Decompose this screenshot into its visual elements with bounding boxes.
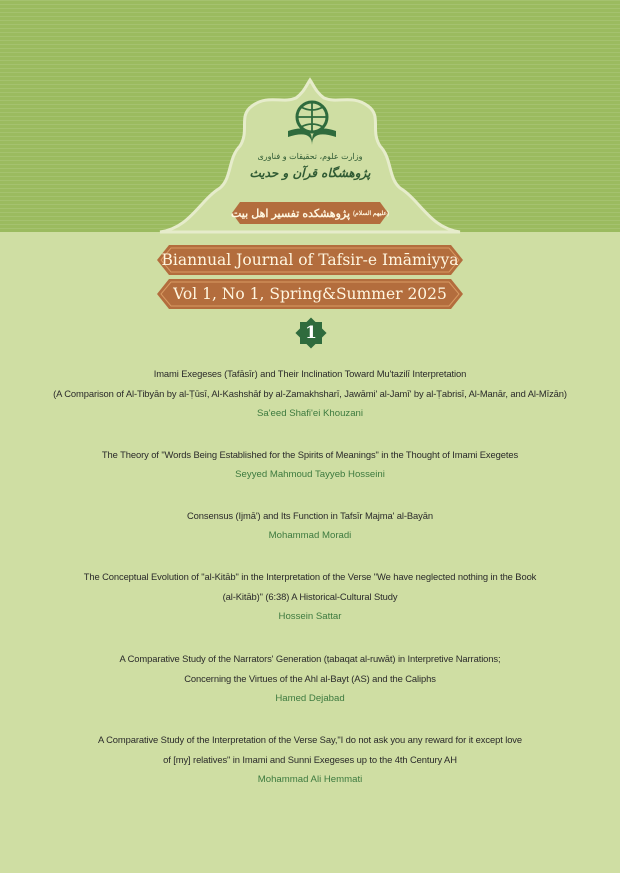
article-title-line: The Conceptual Evolution of "al-Kitāb" in the Interpretation of the Verse "We have neglected nothing in the Book [83,571,537,582]
article-title-line: A Comparative Study of the Interpretation of the Verse Say,"I do not ask you any reward for it except love [97,734,523,745]
article-author: Seyyed Mahmoud Tayyeb Hosseini [235,469,385,480]
article-author: Mohammad Moradi [268,530,352,541]
globe-book-logo-icon [282,97,342,147]
article-title-line: of [my] relatives" in Imami and Sunni Exegeses up to the 4th Century AH [163,754,457,765]
ministry-name: وزارت علوم، تحقیقات و فناوری [257,152,363,161]
article-author: Mohammad Ali Hemmati [257,774,363,785]
journal-title: Biannual Journal of Tafsir-e Imāmiyya [161,251,459,269]
institute-name: پژوهشگاه قرآن و حدیث [249,166,371,180]
article-title-line: Imami Exegeses (Tafāsīr) and Their Inclination Toward Mu'tazilī Interpretation [153,368,467,379]
issue-ribbon [157,279,463,309]
article-title-line: A Comparative Study of the Narrators' Generation (ṭabaqat al-ruwāt) in Interpretive Narrations; [119,653,501,664]
article-author: Hamed Dejabad [275,693,345,704]
octagram-badge-icon [295,317,327,349]
article-title-line: Concerning the Virtues of the Ahl al-Bayt (AS) and the Caliphs [184,673,436,684]
research-center-ribbon [232,202,388,224]
article-title-line: Consensus (Ijmā') and Its Function in Tafsīr Majma' al-Bayān [187,510,433,521]
article-author: Hossein Sattar [278,611,342,622]
article-title-line: (al-Kitāb)" (6:38) A Historical-Cultural Study [222,591,398,602]
research-center-name: پژوهشکده تفسیر اهل بیت [231,207,351,220]
research-center-honorific: (علیهم السلام) [353,210,389,217]
article-author: Sa'eed Shafi'ei Khouzani [256,408,364,419]
journal-title-ribbon [157,245,463,275]
article-title-line: (A Comparison of Al-Tibyān by al-Ṭūsī, Al-Kashshāf by al-Zamakhsharī, Jawāmi' al-Jamī' by al-Ṭabrisī, Al-Manār, and Al-Mīzān) [53,388,567,399]
article-title-line: The Theory of "Words Being Established for the Spirits of Meanings" in the Thought of Imami Exegetes [101,449,519,460]
issue-number: 1 [305,323,317,343]
issue-info: Vol 1, No 1, Spring&Summer 2025 [173,285,447,303]
